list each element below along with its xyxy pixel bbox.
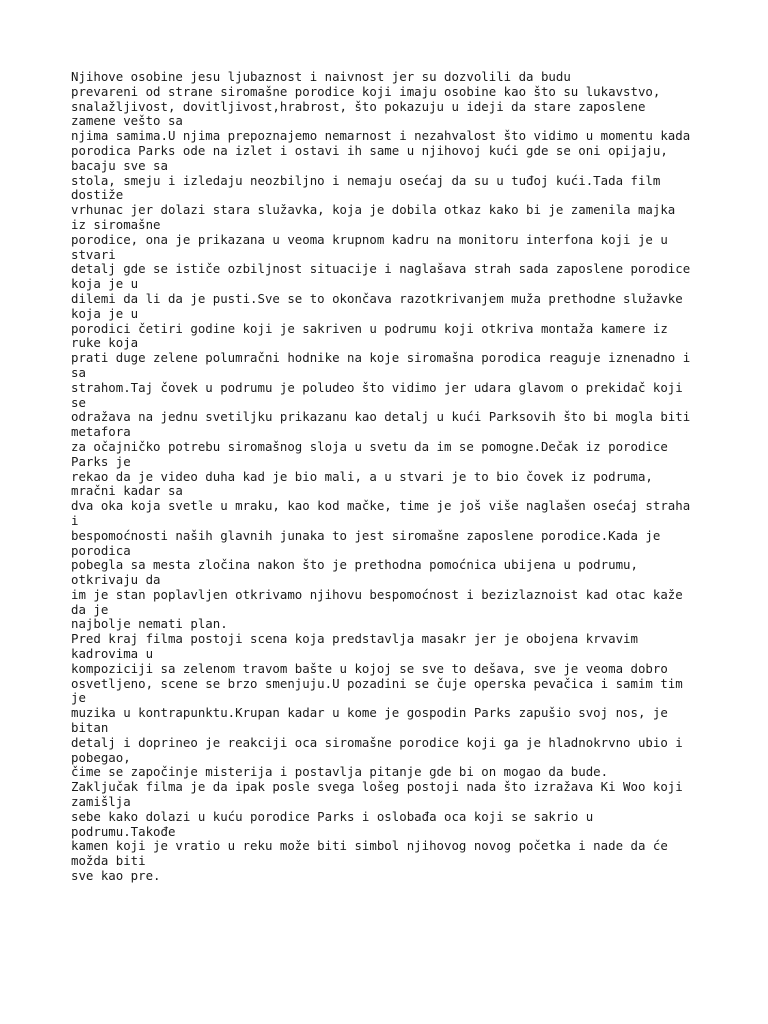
text-line: dilemi da li da je pusti.Sve se to okončava razotkrivanjem muža prethodne služavke (71, 290, 683, 306)
text-line: sa (71, 364, 86, 380)
text-line: zamišlja (71, 794, 131, 810)
text-line: sve kao pre. (71, 868, 161, 884)
text-line: porodice, ona je prikazana u veoma krupnom kadru na monitoru interfona koji je u (71, 231, 668, 247)
text-line: pobegao, (71, 749, 131, 765)
text-line: dostiže (71, 187, 124, 203)
text-line: detalj gde se ističe ozbiljnost situacije i naglašava strah sada zaposlene porodice (71, 261, 691, 277)
text-line: porodici četiri godine koji je sakriven u podrumu koji otkriva montaža kamere iz (71, 320, 668, 336)
text-line: bespomoćnosti naših glavnih junaka to jest siromašne zaposlene porodice.Kada je (71, 527, 661, 543)
text-line: odražava na jednu svetiljku prikazanu kao detalj u kući Parksovih što bi mogla biti (71, 409, 691, 425)
text-line: ruke koja (71, 335, 139, 351)
document-body-text (71, 70, 711, 884)
text-line: detalj i doprineo je reakciji oca siromašne porodice koji ga je hladnokrvno ubio i (71, 734, 683, 750)
text-line: zamene vešto sa (71, 113, 183, 129)
text-line: čime se započinje misterija i postavlja pitanje gde bi on mogao da bude. (71, 764, 609, 780)
text-line: Pred kraj filma postoji scena koja predstavlja masakr jer je obojena krvavim (71, 631, 638, 647)
text-line: rekao da je video duha kad je bio mali, a u stvari je to bio čovek iz podruma, (71, 468, 653, 484)
text-line: prati duge zelene polumračni hodnike na koje siromašna porodica reaguje iznenadno i (71, 350, 691, 366)
text-line: kompoziciji sa zelenom travom bašte u kojoj se sve to dešava, sve je veoma dobro (71, 660, 668, 676)
text-line: Parks je (71, 453, 131, 469)
text-line: prevareni od strane siromašne porodice koji imaju osobine kao što su lukavstvo, (71, 83, 661, 99)
text-line: kamen koji je vratio u reku može biti simbol njihovog novog početka i nade da će (71, 838, 668, 854)
text-line: strahom.Taj čovek u podrumu je poludeo što vidimo jer udara glavom o prekidač koji (71, 379, 683, 395)
text-line: za očajničko potrebu siromašnog sloja u svetu da im se pomogne.Dečak iz porodice (71, 438, 668, 454)
text-line: sebe kako dolazi u kuću porodice Parks i oslobađa oca koji se sakrio u (71, 808, 594, 824)
text-line: njima samima.U njima prepoznajemo nemarnost i nezahvalost što vidimo u momentu kada (71, 128, 691, 144)
text-line: koja je u (71, 305, 139, 321)
text-line: pobegla sa mesta zločina nakon što je prethodna pomoćnica ubijena u podrumu, (71, 557, 638, 573)
text-line: i (71, 512, 79, 528)
text-line: bitan (71, 720, 109, 736)
text-line: bacaju sve sa (71, 157, 168, 173)
text-line: mračni kadar sa (71, 483, 183, 499)
text-line: Njihove osobine jesu ljubaznost i naivnost jer su dozvolili da budu (71, 69, 571, 84)
text-line: je (71, 690, 86, 706)
text-line: stvari (71, 246, 116, 262)
text-line: muzika u kontrapunktu.Krupan kadar u kome je gospodin Parks zapušio svoj nos, je (71, 705, 668, 721)
text-line: stola, smeju i izledaju neozbiljno i nemaju osećaj da su u tuđoj kući.Tada film (71, 172, 661, 188)
text-line: podrumu.Takođe (71, 823, 176, 839)
text-line: snalažljivost, dovitljivost,hrabrost, što pokazuju u ideji da stare zaposlene (71, 98, 646, 114)
text-line: da je (71, 601, 109, 617)
text-line: iz siromašne (71, 216, 161, 232)
text-line: porodica (71, 542, 131, 558)
text-line: Zaključak filma je da ipak posle svega lošeg postoji nada što izražava Ki Woo koji (71, 779, 683, 795)
text-line: metafora (71, 424, 131, 440)
text-line: im je stan poplavljen otkrivamo njihovu bespomoćnost i bezizlaznoist kad otac kaže (71, 586, 683, 602)
text-line: najbolje nemati plan. (71, 616, 228, 632)
text-line: kadrovima u (71, 646, 154, 662)
text-line: osvetljeno, scene se brzo smenjuju.U pozadini se čuje operska pevačica i samim tim (71, 675, 683, 691)
text-line: porodica Parks ode na izlet i ostavi ih same u njihovoj kući gde se oni opijaju, (71, 142, 668, 158)
text-line: se (71, 394, 86, 410)
text-line: otkrivaju da (71, 572, 161, 588)
text-line: vrhunac jer dolazi stara služavka, koja je dobila otkaz kako bi je zamenila majka (71, 202, 676, 218)
text-line: koja je u (71, 276, 139, 292)
text-line: dva oka koja svetle u mraku, kao kod mačke, time je još više naglašen osećaj straha (71, 498, 691, 514)
text-line: možda biti (71, 853, 146, 869)
